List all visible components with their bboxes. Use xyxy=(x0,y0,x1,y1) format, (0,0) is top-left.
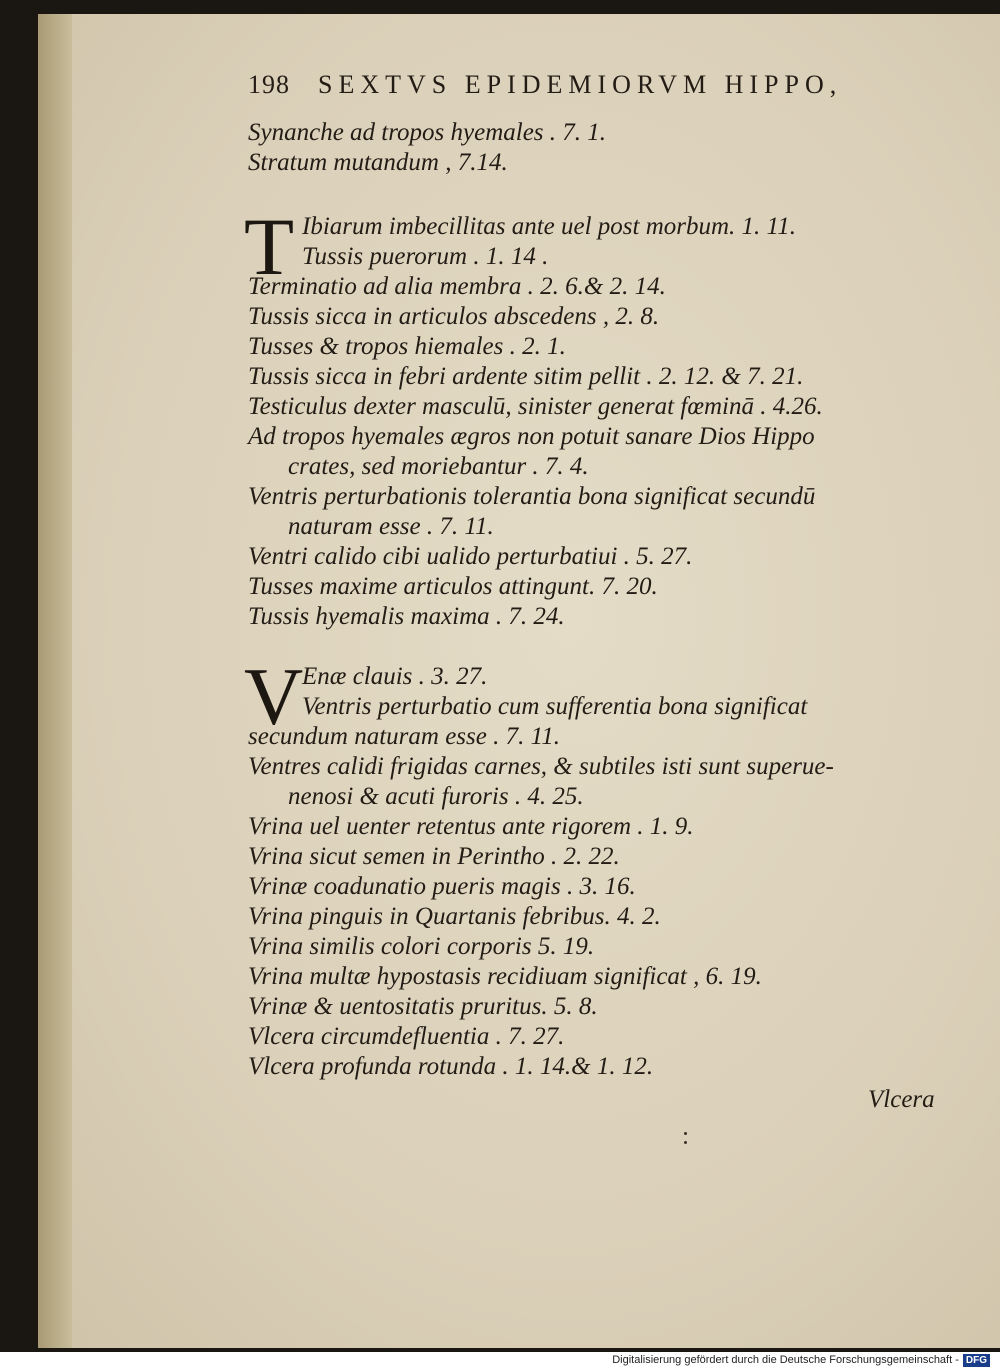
index-entry: Ventris perturbatio cum sufferentia bona significat xyxy=(302,693,808,720)
index-entry: Vlcera profunda rotunda . 1. 14.& 1. 12. xyxy=(248,1053,654,1080)
decorated-initial: T xyxy=(244,201,295,292)
index-entry: Vrina uel uenter retentus ante rigorem . 1. 9. xyxy=(248,813,694,840)
index-entry: Vrinæ coadunatio pueris magis . 3. 16. xyxy=(248,873,636,900)
index-entry: Tussis hyemalis maxima . 7. 24. xyxy=(248,603,565,630)
digitization-credit xyxy=(612,1354,990,1367)
index-entry: Tussis sicca in articulos abscedens , 2. 8. xyxy=(248,303,660,330)
index-section-t xyxy=(244,201,928,632)
catchword: Vlcera xyxy=(868,1086,935,1113)
ink-specks xyxy=(684,1132,688,1146)
index-entry: Vrina similis colori corporis 5. 19. xyxy=(248,933,595,960)
index-entry: Vrinæ & uentositatis pruritus. 5. 8. xyxy=(248,993,598,1020)
index-entry: Ibiarum imbecillitas ante uel post morbum. 1. 11. xyxy=(302,213,796,240)
page-edge-shadow xyxy=(38,14,72,1348)
index-entry: Tussis sicca in febri ardente sitim pellit . 2. 12. & 7. 21. xyxy=(248,363,804,390)
dfg-logo: DFG xyxy=(963,1354,990,1367)
index-entry: Terminatio ad alia membra . 2. 6.& 2. 14. xyxy=(248,273,666,300)
running-title: SEXTVS EPIDEMIORVM HIPPO, xyxy=(318,70,843,99)
index-section-v xyxy=(244,651,928,1082)
show-through-bleed xyxy=(943,74,1000,974)
running-header xyxy=(248,70,928,100)
index-entry: Stratum mutandum , 7.14. xyxy=(248,149,508,176)
index-entry: naturam esse . 7. 11. xyxy=(288,513,494,540)
index-entry: Vrina pinguis in Quartanis febribus. 4. 2. xyxy=(248,903,661,930)
page-number: 198 xyxy=(248,70,290,99)
index-entry: Tusses maxime articulos attingunt. 7. 20. xyxy=(248,573,658,600)
index-entry: Testiculus dexter masculū, sinister generat fœminā . 4.26. xyxy=(248,393,823,420)
index-entry: secundum naturam esse . 7. 11. xyxy=(248,723,560,750)
index-entry: Vrina multæ hypostasis recidiuam significat , 6. 19. xyxy=(248,963,762,990)
index-entry: Enæ clauis . 3. 27. xyxy=(302,663,488,690)
index-entry: Ventris perturbationis tolerantia bona significat secundū xyxy=(248,483,816,510)
index-entry: Synanche ad tropos hyemales . 7. 1. xyxy=(248,119,607,146)
index-entry: nenosi & acuti furoris . 4. 25. xyxy=(288,783,584,810)
index-entry: Vlcera circumdefluentia . 7. 27. xyxy=(248,1023,565,1050)
index-entry: Ad tropos hyemales ægros non potuit sanare Dios Hippo xyxy=(248,423,815,450)
index-entry: Vrina sicut semen in Perintho . 2. 22. xyxy=(248,843,620,870)
index-entry: crates, sed moriebantur . 7. 4. xyxy=(288,453,589,480)
index-entry: Ventri calido cibi ualido perturbatiui . 5. 27. xyxy=(248,543,693,570)
index-entry: Tussis puerorum . 1. 14 . xyxy=(302,243,549,270)
decorated-initial: V xyxy=(244,651,304,742)
index-entry: Ventres calidi frigidas carnes, & subtiles isti sunt superue- xyxy=(248,753,834,780)
credit-text: Digitalisierung gefördert durch die Deutsche Forschungsgemeinschaft - xyxy=(612,1354,959,1366)
continued-entries xyxy=(248,118,928,178)
index-entry: Tusses & tropos hiemales . 2. 1. xyxy=(248,333,566,360)
